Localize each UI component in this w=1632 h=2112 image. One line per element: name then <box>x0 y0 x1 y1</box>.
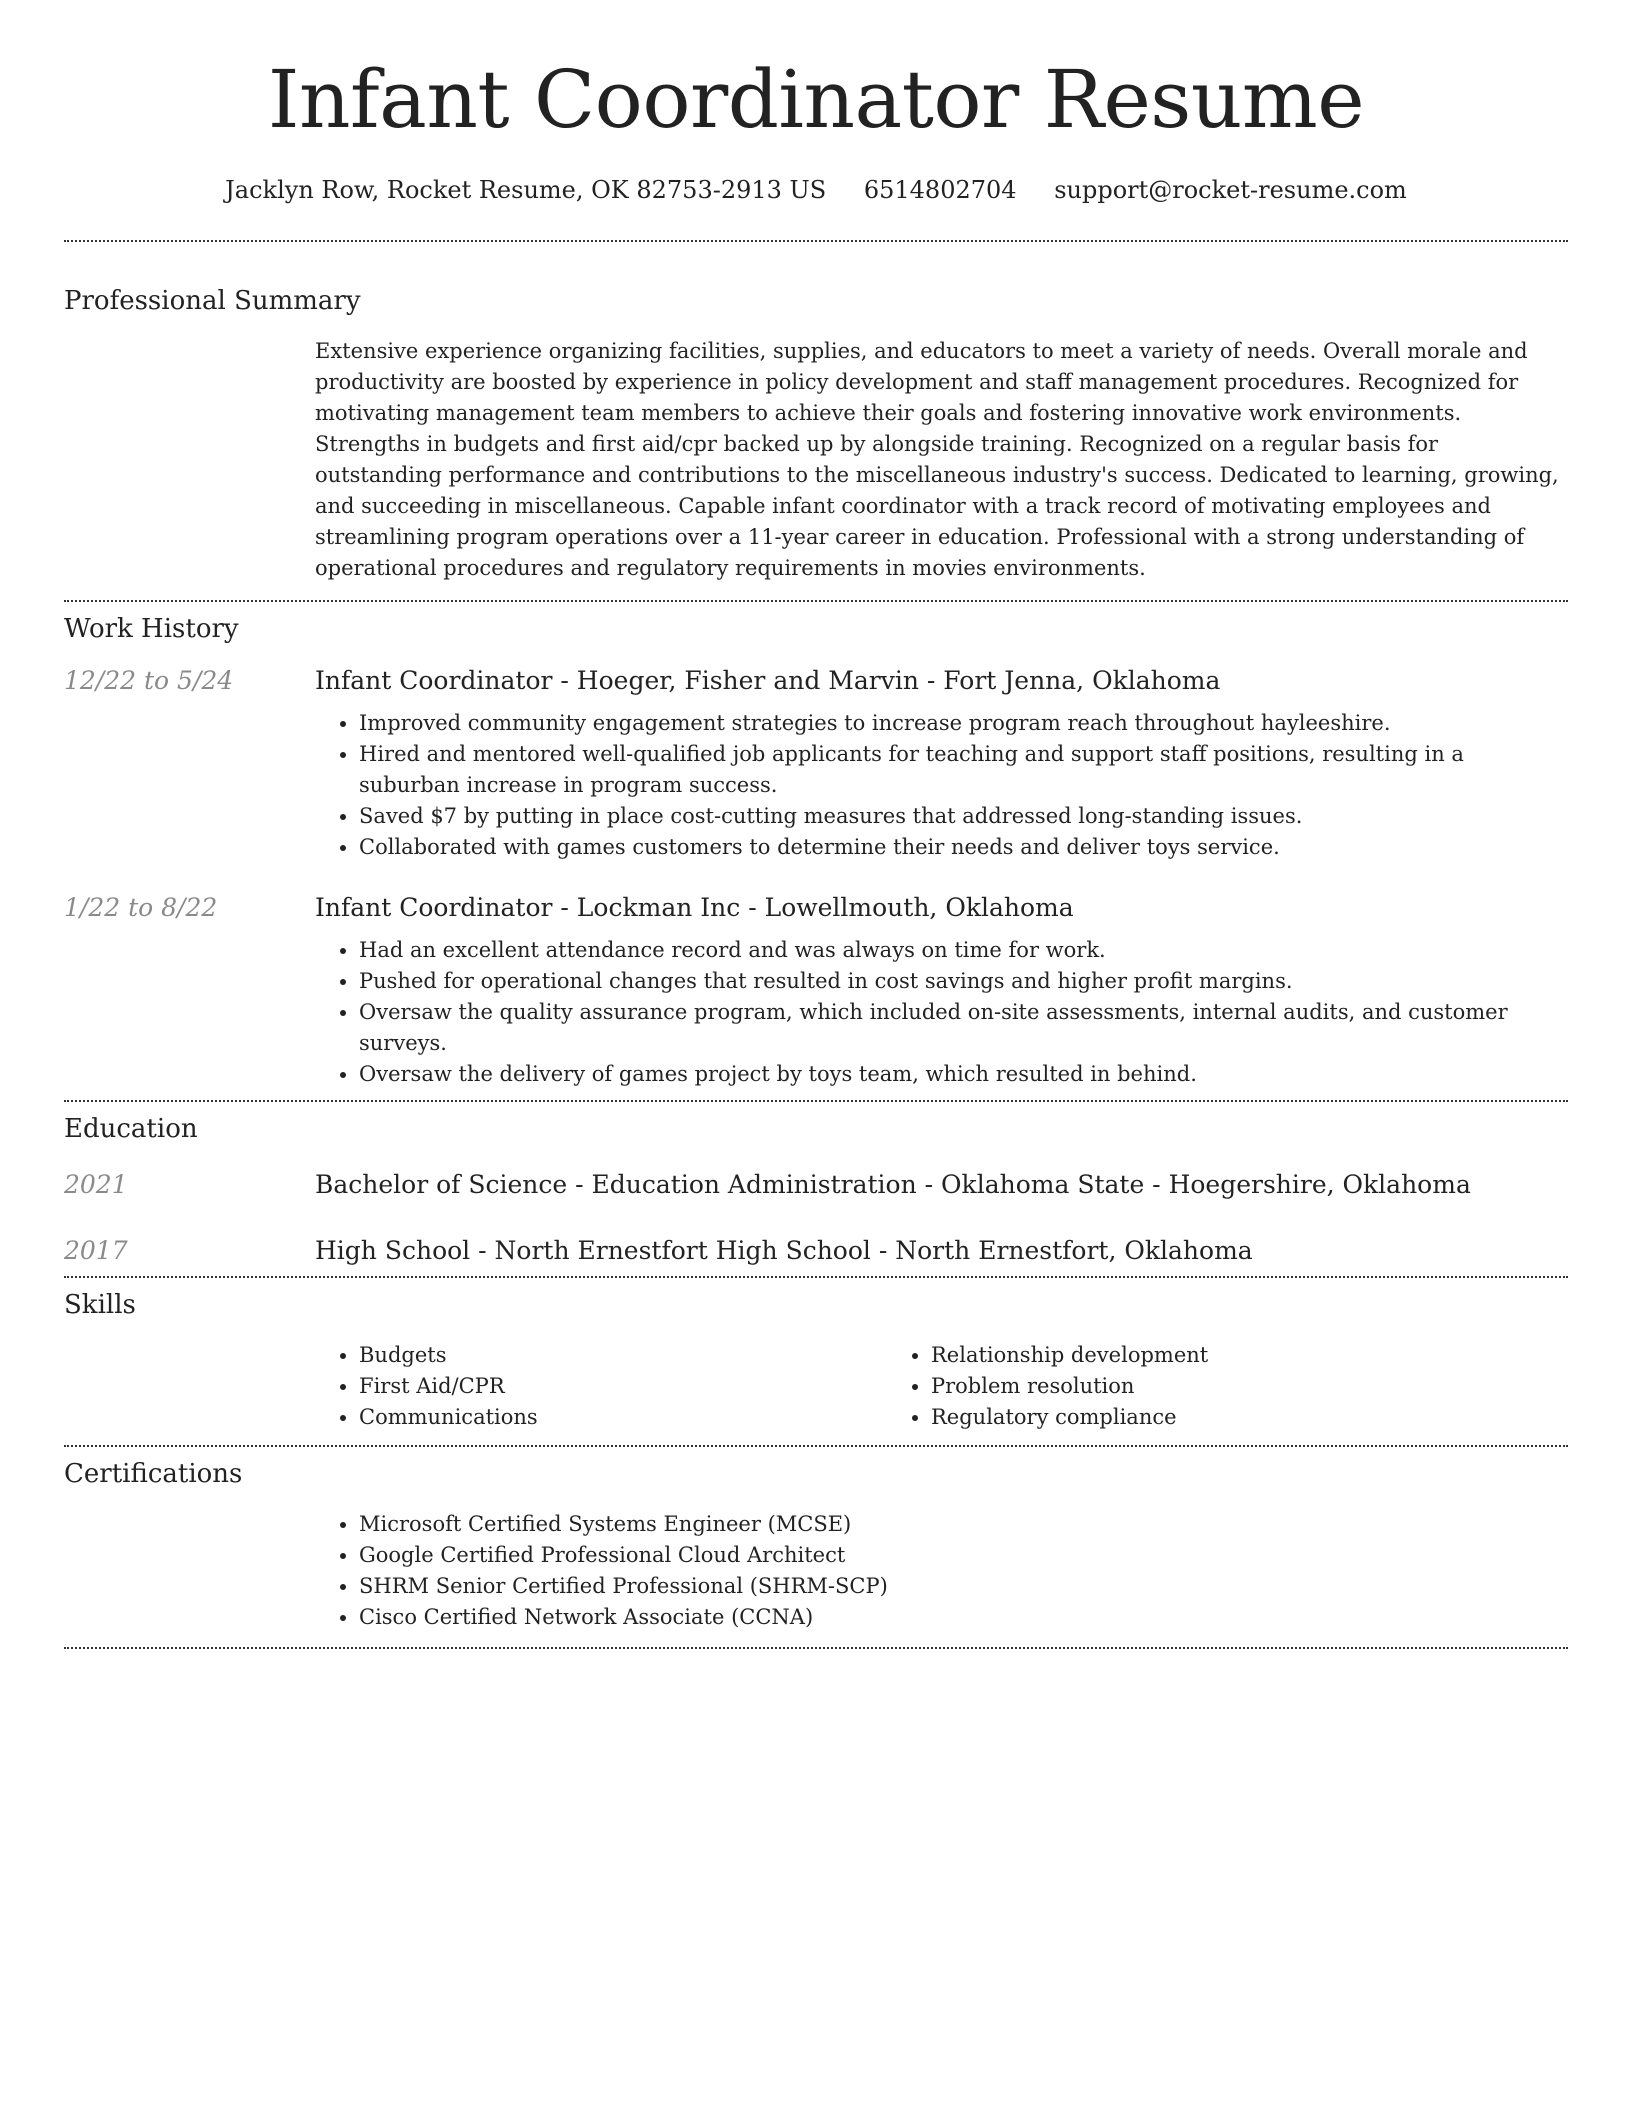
education-degree: High School <box>315 1236 471 1265</box>
job-heading <box>315 891 1568 925</box>
contact-email: support@rocket-resume.com <box>1054 176 1407 204</box>
list-item: • Budgets <box>359 1340 887 1371</box>
skills-columns <box>315 1322 1568 1445</box>
list-item: • Microsoft Certified Systems Engineer (MCSE) <box>359 1509 1568 1540</box>
list-item: • Saved $7 by putting in place cost-cutting measures that addressed long-standing issues. <box>359 801 1568 832</box>
summary-section <box>64 242 1568 600</box>
list-item: • Google Certified Professional Cloud Architect <box>359 1540 1568 1571</box>
job-title: Infant Coordinator <box>315 666 553 695</box>
job-dates: 12/22 to 5/24 <box>64 666 234 695</box>
job-heading <box>315 664 1568 698</box>
list-item: • Collaborated with games customers to determine their needs and deliver toys service. <box>359 832 1568 863</box>
skills-list-right <box>887 1340 1459 1433</box>
skills-heading: Skills <box>64 1290 136 1320</box>
contact-phone: 6514802704 <box>863 176 1017 204</box>
summary-text: Extensive experience organizing facilities, supplies, and educators to meet a variety of needs. Overall morale and productivity are boosted by experience in policy development and staff management procedures. Recognized for motivating management team members to achieve their goals and fostering innovative work environments. Strengths in budgets and first aid/cpr backed up by alongside training. Recognized on a regular basis for outstanding performance and contributions to the miscellaneous industry's success. Dedicated to learning, growing, and succeeding in miscellaneous. Capable infant coordinator with a track record of motivating employees and streamlining program operations over a 11-year career in education. Professional with a strong understanding of operational procedures and regulatory requirements in movies environments. <box>315 339 1559 580</box>
education-section <box>64 1102 1568 1276</box>
list-item: • Problem resolution <box>931 1371 1459 1402</box>
job-bullets <box>315 935 1568 1090</box>
education-details: - North Ernestfort High School - North Ernestfort, Oklahoma <box>470 1236 1253 1265</box>
list-item: • Cisco Certified Network Associate (CCNA) <box>359 1602 1568 1633</box>
skills-list-left <box>315 1340 887 1433</box>
skills-section <box>64 1278 1568 1445</box>
job-title: Infant Coordinator <box>315 893 553 922</box>
education-year: 2017 <box>64 1236 128 1265</box>
job-details: - Lockman Inc - Lowellmouth, Oklahoma <box>552 893 1074 922</box>
list-item: • Relationship development <box>931 1340 1459 1371</box>
work-section <box>64 602 1568 1100</box>
list-item: • Oversaw the delivery of games project by toys team, which resulted in behind. <box>359 1059 1568 1090</box>
certifications-list <box>315 1491 1568 1647</box>
certifications-section <box>64 1447 1568 1647</box>
job-details: - Hoeger, Fisher and Marvin - Fort Jenna, Oklahoma <box>552 666 1221 695</box>
education-year: 2021 <box>64 1170 128 1199</box>
list-item: • Pushed for operational changes that resulted in cost savings and higher profit margins. <box>359 966 1568 997</box>
education-heading-line <box>315 1168 1568 1202</box>
job-entry <box>64 646 1568 863</box>
contact-line <box>64 174 1568 206</box>
education-heading: Education <box>64 1114 198 1144</box>
education-heading-line <box>315 1234 1568 1268</box>
job-entry <box>64 863 1568 1090</box>
education-degree: Bachelor of Science - Education Administration <box>315 1170 917 1199</box>
job-dates: 1/22 to 8/22 <box>64 893 218 922</box>
list-item: • Improved community engagement strategies to increase program reach throughout hayleeshire. <box>359 708 1568 739</box>
certifications-heading: Certifications <box>64 1459 243 1489</box>
resume-title: Infant Coordinator Resume <box>267 53 1365 146</box>
list-item: • Had an excellent attendance record and was always on time for work. <box>359 935 1568 966</box>
list-item: • SHRM Senior Certified Professional (SHRM-SCP) <box>359 1571 1568 1602</box>
summary-heading: Professional Summary <box>64 286 361 316</box>
education-entry <box>64 1146 1568 1202</box>
list-item: • First Aid/CPR <box>359 1371 887 1402</box>
education-details: - Oklahoma State - Hoegershire, Oklahoma <box>916 1170 1471 1199</box>
contact-address: Jacklyn Row, Rocket Resume, OK 82753-2913 US <box>225 176 827 204</box>
education-entry <box>64 1202 1568 1268</box>
list-item: • Oversaw the quality assurance program, which included on-site assessments, internal audits, and customer surveys. <box>359 997 1568 1059</box>
work-heading: Work History <box>64 614 239 644</box>
list-item: • Hired and mentored well-qualified job applicants for teaching and support staff positions, resulting in a suburban increase in program success. <box>359 739 1568 801</box>
list-item: • Regulatory compliance <box>931 1402 1459 1433</box>
job-bullets <box>315 708 1568 863</box>
divider <box>64 1647 1568 1649</box>
list-item: • Communications <box>359 1402 887 1433</box>
